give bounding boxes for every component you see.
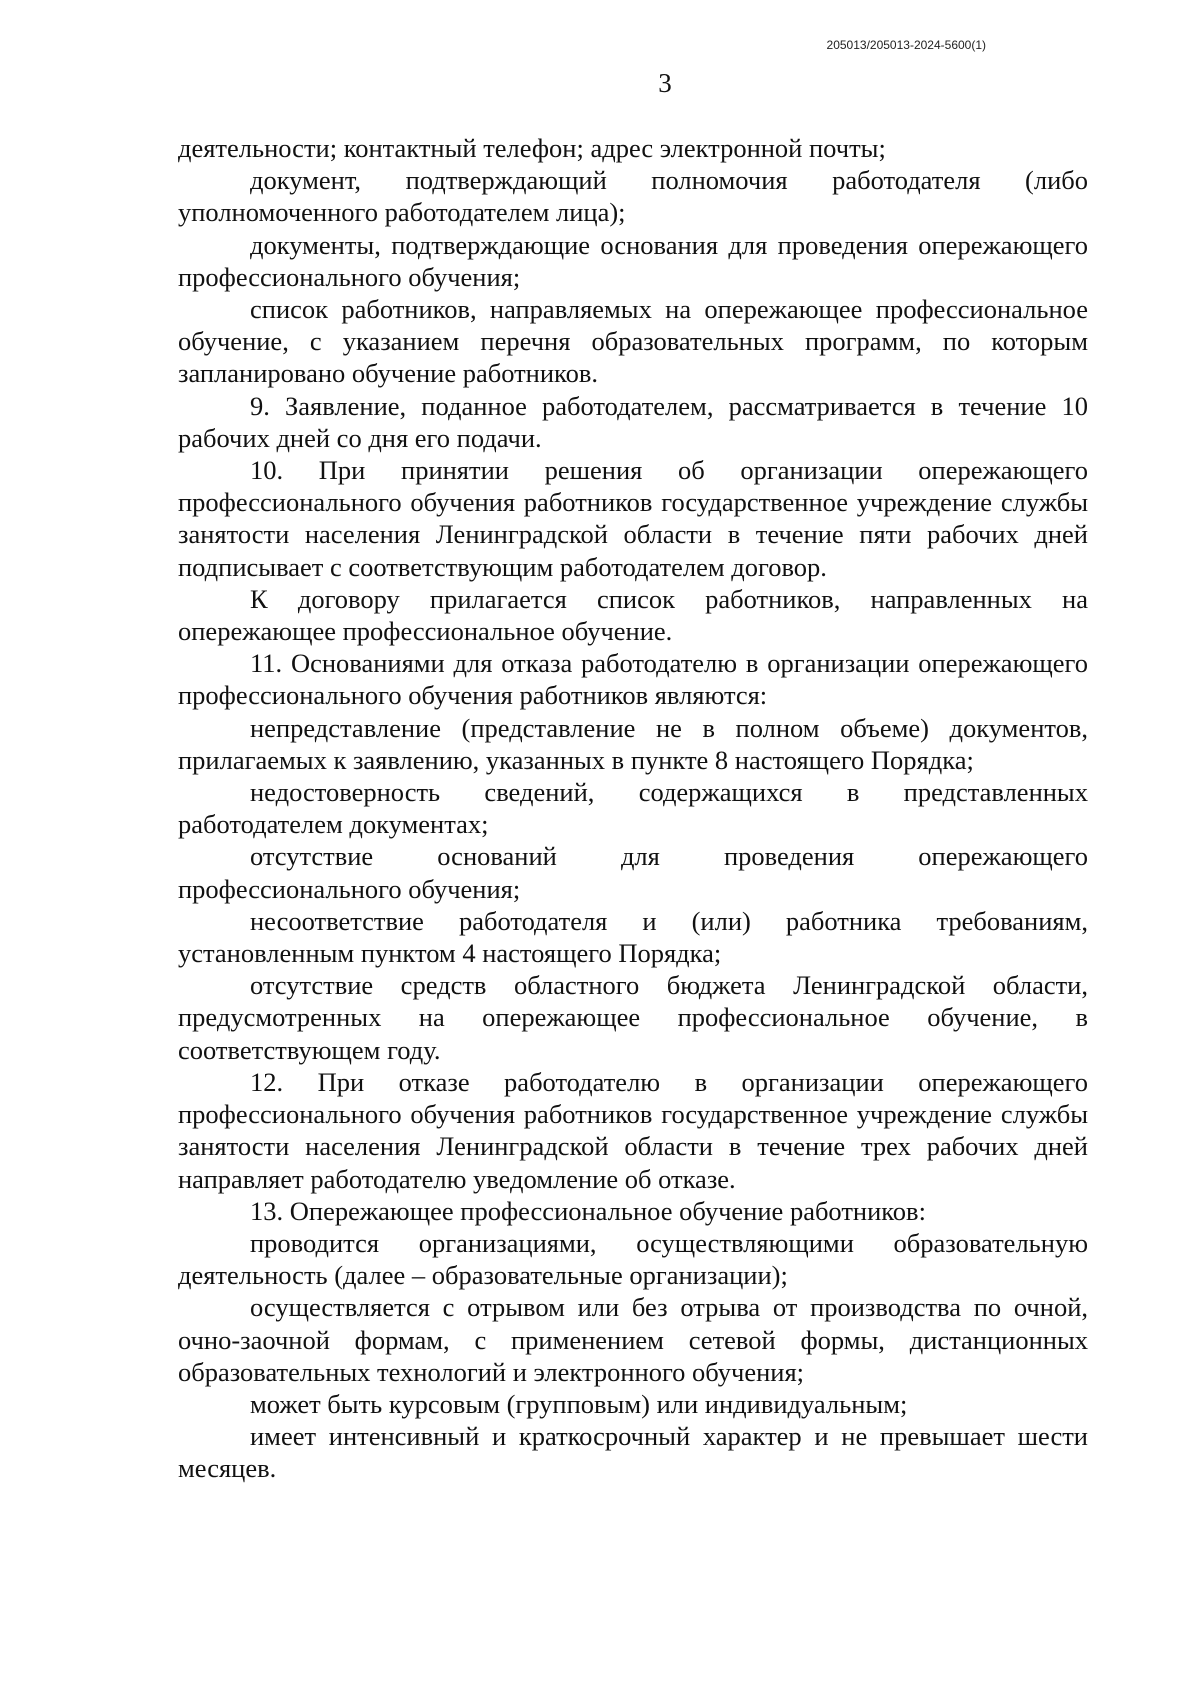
document-body <box>178 132 1088 1485</box>
paragraph-clause-13: 13. Опережающее профессиональное обучение работников: <box>250 1195 926 1226</box>
paragraph-authority-document: документ, подтверждающий полномочия работодателя (либо уполномоченного работодателем лица); <box>178 165 1088 228</box>
paragraph-contacts: деятельности; контактный телефон; адрес электронной почты; <box>178 133 886 163</box>
paragraph-training-course-type: может быть курсовым (групповым) или индивидуальным; <box>250 1388 908 1419</box>
page-number: 3 <box>658 68 672 98</box>
paragraph-training-duration: имеет интенсивный и краткосрочный характер и не превышает шести месяцев. <box>178 1421 1088 1484</box>
paragraph-clause-9: 9. Заявление, поданное работодателем, рассматривается в течение 10 рабочих дней со дня его подачи. <box>178 390 1088 453</box>
paragraph-refusal-no-funds: отсутствие средств областного бюджета Ленинградской области, предусмотренных на опережающее профессиональное обучение, в соответствующем году. <box>178 970 1088 1065</box>
paragraph-clause-11: 11. Основаниями для отказа работодателю в организации опережающего профессионального обучения работников являются: <box>178 648 1088 711</box>
paragraph-refusal-unreliable-info: недостоверность сведений, содержащихся в представленных работодателем документах; <box>178 777 1088 840</box>
paragraph-refusal-no-grounds: отсутствие оснований для проведения опережающего профессионального обучения; <box>178 841 1088 904</box>
paragraph-refusal-incomplete-docs: непредставление (представление не в полном объеме) документов, прилагаемых к заявлению, указанных в пункте 8 настоящего Порядка; <box>178 712 1088 775</box>
paragraph-clause-10: 10. При принятии решения об организации опережающего профессионального обучения работников государственное учреждение службы занятости населения Ленинградской области в течение пяти рабочих дней подписывает с соответствующим работодателем договор. <box>178 455 1088 582</box>
paragraph-training-forms: осуществляется с отрывом или без отрыва от производства по очной, очно-заочной формам, с применением сетевой формы, дистанционных образовательных технологий и электронного обучения; <box>178 1292 1088 1387</box>
paragraph-training-organizations: проводится организациями, осуществляющими образовательную деятельность (далее – образовательные организации); <box>178 1227 1088 1291</box>
paragraph-contract-annex: К договору прилагается список работников, направленных на опережающее профессиональное обучение. <box>178 583 1088 647</box>
paragraph-employee-list: список работников, направляемых на опережающее профессиональное обучение, с указанием перечня образовательных программ, по которым запланировано обучение работников. <box>178 294 1088 389</box>
paragraph-grounds-documents: документы, подтверждающие основания для проведения опережающего профессионального обучения; <box>178 229 1088 292</box>
paragraph-refusal-requirements: несоответствие работодателя и (или) работника требованиям, установленным пунктом 4 настоящего Порядка; <box>178 905 1088 969</box>
document-id: 205013/205013-2024-5600(1) <box>826 38 986 52</box>
paragraph-clause-12: 12. При отказе работодателю в организации опережающего профессионального обучения работников государственное учреждение службы занятости населения Ленинградской области в течение трех рабочих дней направляет работодателю уведомление об отказе. <box>178 1066 1088 1194</box>
